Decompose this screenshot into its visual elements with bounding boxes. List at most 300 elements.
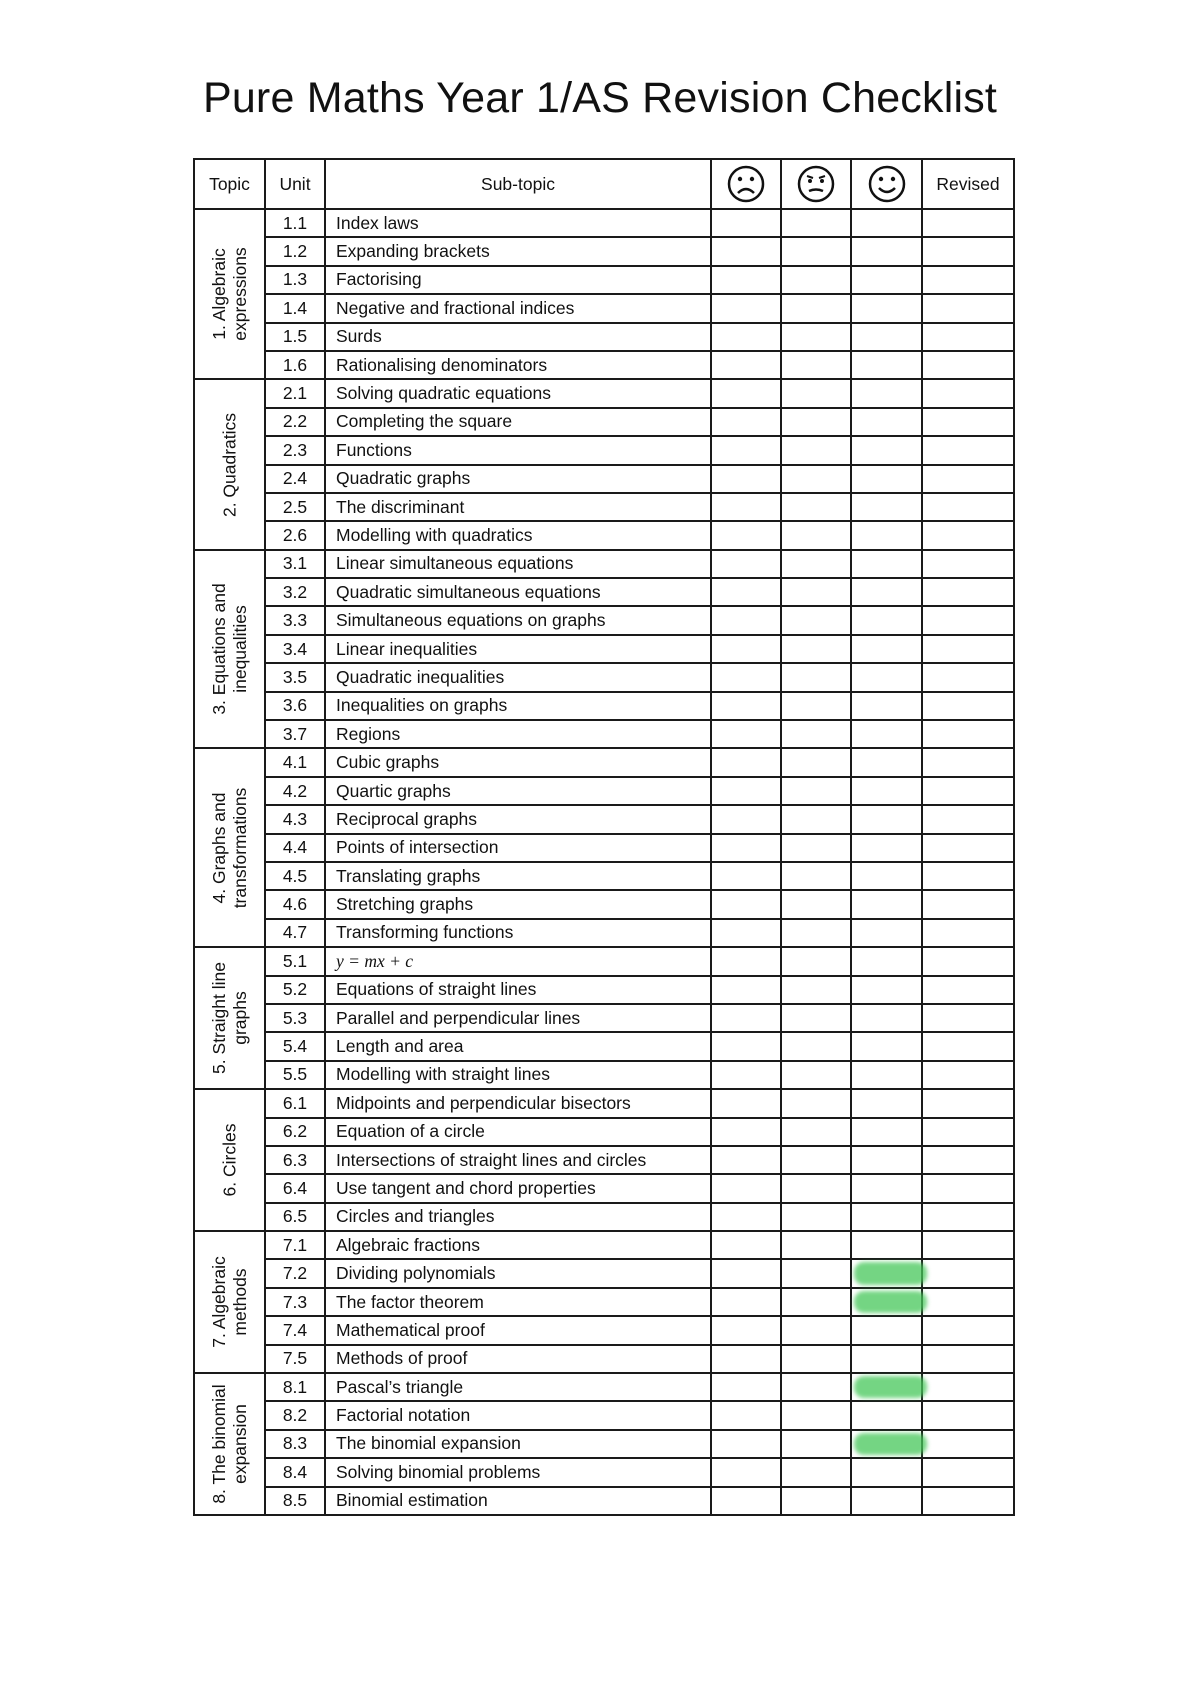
happy-checkbox-cell[interactable] xyxy=(851,1231,922,1259)
revised-checkbox-cell[interactable] xyxy=(922,919,1014,947)
happy-checkbox-cell[interactable] xyxy=(851,237,922,265)
subtopic-cell: Length and area xyxy=(325,1032,711,1060)
neutral-checkbox-cell[interactable] xyxy=(781,1231,851,1259)
revised-checkbox-cell[interactable] xyxy=(922,323,1014,351)
neutral-checkbox-cell[interactable] xyxy=(781,1146,851,1174)
subtopic-cell: Quadratic simultaneous equations xyxy=(325,578,711,606)
subtopic-cell: Translating graphs xyxy=(325,862,711,890)
neutral-checkbox-cell[interactable] xyxy=(781,1316,851,1344)
green-highlight-mark xyxy=(854,1376,927,1398)
sad-checkbox-cell[interactable] xyxy=(711,294,781,322)
sad-checkbox-cell[interactable] xyxy=(711,1203,781,1231)
table-row xyxy=(194,720,1014,748)
happy-checkbox-cell[interactable] xyxy=(851,1089,922,1117)
header-sad xyxy=(711,159,781,209)
topic-cell xyxy=(194,550,265,749)
sad-checkbox-cell[interactable] xyxy=(711,436,781,464)
revised-checkbox-cell[interactable] xyxy=(922,578,1014,606)
subtopic-cell: The factor theorem xyxy=(325,1288,711,1316)
table-row xyxy=(194,1288,1014,1316)
unit-cell: 7.3 xyxy=(265,1288,325,1316)
happy-checkbox-cell[interactable] xyxy=(851,209,922,237)
sad-checkbox-cell[interactable] xyxy=(711,1174,781,1202)
revised-checkbox-cell[interactable] xyxy=(922,635,1014,663)
sad-checkbox-cell[interactable] xyxy=(711,1089,781,1117)
neutral-checkbox-cell[interactable] xyxy=(781,1061,851,1089)
neutral-checkbox-cell[interactable] xyxy=(781,408,851,436)
subtopic-cell: Midpoints and perpendicular bisectors xyxy=(325,1089,711,1117)
sad-checkbox-cell[interactable] xyxy=(711,1259,781,1287)
table-row xyxy=(194,1316,1014,1344)
revised-checkbox-cell[interactable] xyxy=(922,692,1014,720)
neutral-checkbox-cell[interactable] xyxy=(781,1401,851,1429)
neutral-checkbox-cell[interactable] xyxy=(781,777,851,805)
neutral-checkbox-cell[interactable] xyxy=(781,1345,851,1373)
happy-checkbox-cell[interactable] xyxy=(851,1288,922,1316)
table-row xyxy=(194,1487,1014,1515)
happy-checkbox-cell[interactable] xyxy=(851,351,922,379)
sad-checkbox-cell[interactable] xyxy=(711,692,781,720)
table-row xyxy=(194,1430,1014,1458)
revised-checkbox-cell[interactable] xyxy=(922,748,1014,776)
unit-cell: 4.1 xyxy=(265,748,325,776)
neutral-checkbox-cell[interactable] xyxy=(781,1430,851,1458)
subtopic-cell: Methods of proof xyxy=(325,1345,711,1373)
happy-checkbox-cell[interactable] xyxy=(851,890,922,918)
neutral-checkbox-cell[interactable] xyxy=(781,692,851,720)
subtopic-cell: Functions xyxy=(325,436,711,464)
sad-checkbox-cell[interactable] xyxy=(711,777,781,805)
happy-checkbox-cell[interactable] xyxy=(851,606,922,634)
sad-checkbox-cell[interactable] xyxy=(711,1487,781,1515)
revised-checkbox-cell[interactable] xyxy=(922,465,1014,493)
unit-cell: 8.3 xyxy=(265,1430,325,1458)
happy-checkbox-cell[interactable] xyxy=(851,1345,922,1373)
revised-checkbox-cell[interactable] xyxy=(922,1061,1014,1089)
neutral-checkbox-cell[interactable] xyxy=(781,1032,851,1060)
happy-checkbox-cell[interactable] xyxy=(851,777,922,805)
revised-checkbox-cell[interactable] xyxy=(922,1345,1014,1373)
neutral-checkbox-cell[interactable] xyxy=(781,1373,851,1401)
happy-checkbox-cell[interactable] xyxy=(851,1487,922,1515)
topic-label xyxy=(219,412,240,516)
happy-checkbox-cell[interactable] xyxy=(851,493,922,521)
sad-checkbox-cell[interactable] xyxy=(711,550,781,578)
revised-checkbox-cell[interactable] xyxy=(922,1458,1014,1486)
revised-checkbox-cell[interactable] xyxy=(922,209,1014,237)
unit-cell: 7.5 xyxy=(265,1345,325,1373)
subtopic-cell: Expanding brackets xyxy=(325,237,711,265)
neutral-checkbox-cell[interactable] xyxy=(781,805,851,833)
happy-checkbox-cell[interactable] xyxy=(851,465,922,493)
sad-checkbox-cell[interactable] xyxy=(711,834,781,862)
neutral-checkbox-cell[interactable] xyxy=(781,266,851,294)
revised-checkbox-cell[interactable] xyxy=(922,834,1014,862)
table-row xyxy=(194,692,1014,720)
happy-checkbox-cell[interactable] xyxy=(851,408,922,436)
unit-cell: 8.2 xyxy=(265,1401,325,1429)
neutral-checkbox-cell[interactable] xyxy=(781,834,851,862)
table-row xyxy=(194,465,1014,493)
revised-checkbox-cell[interactable] xyxy=(922,1259,1014,1287)
happy-checkbox-cell[interactable] xyxy=(851,663,922,691)
sad-checkbox-cell[interactable] xyxy=(711,237,781,265)
unit-cell: 8.1 xyxy=(265,1373,325,1401)
revised-checkbox-cell[interactable] xyxy=(922,1118,1014,1146)
sad-checkbox-cell[interactable] xyxy=(711,862,781,890)
header-subtopic: Sub-topic xyxy=(325,159,711,209)
neutral-checkbox-cell[interactable] xyxy=(781,1118,851,1146)
topic-label-line: transformations xyxy=(229,787,250,909)
happy-checkbox-cell[interactable] xyxy=(851,976,922,1004)
happy-checkbox-cell[interactable] xyxy=(851,294,922,322)
sad-checkbox-cell[interactable] xyxy=(711,1458,781,1486)
sad-checkbox-cell[interactable] xyxy=(711,748,781,776)
sad-checkbox-cell[interactable] xyxy=(711,351,781,379)
happy-checkbox-cell[interactable] xyxy=(851,1316,922,1344)
revised-checkbox-cell[interactable] xyxy=(922,1089,1014,1117)
neutral-checkbox-cell[interactable] xyxy=(781,862,851,890)
sad-checkbox-cell[interactable] xyxy=(711,266,781,294)
subtopic-cell: Dividing polynomials xyxy=(325,1259,711,1287)
sad-checkbox-cell[interactable] xyxy=(711,1146,781,1174)
revision-checklist-table xyxy=(193,158,1015,1516)
revised-checkbox-cell[interactable] xyxy=(922,805,1014,833)
subtopic-cell: Cubic graphs xyxy=(325,748,711,776)
subtopic-cell: Quadratic graphs xyxy=(325,465,711,493)
happy-checkbox-cell[interactable] xyxy=(851,266,922,294)
unit-cell: 2.3 xyxy=(265,436,325,464)
neutral-checkbox-cell[interactable] xyxy=(781,465,851,493)
header-topic: Topic xyxy=(194,159,265,209)
revised-checkbox-cell[interactable] xyxy=(922,408,1014,436)
subtopic-cell: Algebraic fractions xyxy=(325,1231,711,1259)
sad-checkbox-cell[interactable] xyxy=(711,209,781,237)
sad-checkbox-cell[interactable] xyxy=(711,521,781,549)
sad-checkbox-cell[interactable] xyxy=(711,465,781,493)
subtopic-cell: Stretching graphs xyxy=(325,890,711,918)
neutral-checkbox-cell[interactable] xyxy=(781,521,851,549)
subtopic-cell: Solving binomial problems xyxy=(325,1458,711,1486)
unit-cell: 5.1 xyxy=(265,947,325,975)
neutral-checkbox-cell[interactable] xyxy=(781,351,851,379)
table-row xyxy=(194,1089,1014,1117)
neutral-checkbox-cell[interactable] xyxy=(781,919,851,947)
subtopic-cell: Modelling with straight lines xyxy=(325,1061,711,1089)
subtopic-cell: Quadratic inequalities xyxy=(325,663,711,691)
unit-cell: 3.1 xyxy=(265,550,325,578)
subtopic-cell: Completing the square xyxy=(325,408,711,436)
happy-checkbox-cell[interactable] xyxy=(851,862,922,890)
happy-checkbox-cell[interactable] xyxy=(851,1458,922,1486)
unit-cell: 5.2 xyxy=(265,976,325,1004)
sad-checkbox-cell[interactable] xyxy=(711,890,781,918)
happy-checkbox-cell[interactable] xyxy=(851,947,922,975)
revised-checkbox-cell[interactable] xyxy=(922,777,1014,805)
unit-cell: 1.1 xyxy=(265,209,325,237)
table-row xyxy=(194,919,1014,947)
table-row xyxy=(194,635,1014,663)
topic-label-line: expressions xyxy=(229,247,250,341)
neutral-checkbox-cell[interactable] xyxy=(781,1089,851,1117)
revised-checkbox-cell[interactable] xyxy=(922,1174,1014,1202)
table-row xyxy=(194,237,1014,265)
sad-checkbox-cell[interactable] xyxy=(711,635,781,663)
happy-checkbox-cell[interactable] xyxy=(851,1032,922,1060)
unit-cell: 6.1 xyxy=(265,1089,325,1117)
subtopic-cell: Index laws xyxy=(325,209,711,237)
unit-cell: 5.4 xyxy=(265,1032,325,1060)
revised-checkbox-cell[interactable] xyxy=(922,351,1014,379)
neutral-checkbox-cell[interactable] xyxy=(781,436,851,464)
sad-checkbox-cell[interactable] xyxy=(711,720,781,748)
revised-checkbox-cell[interactable] xyxy=(922,1288,1014,1316)
revised-checkbox-cell[interactable] xyxy=(922,1032,1014,1060)
sad-checkbox-cell[interactable] xyxy=(711,379,781,407)
unit-cell: 6.3 xyxy=(265,1146,325,1174)
subtopic-cell: Linear inequalities xyxy=(325,635,711,663)
happy-checkbox-cell[interactable] xyxy=(851,1203,922,1231)
subtopic-cell: Simultaneous equations on graphs xyxy=(325,606,711,634)
happy-checkbox-cell[interactable] xyxy=(851,748,922,776)
unit-cell: 1.3 xyxy=(265,266,325,294)
happy-checkbox-cell[interactable] xyxy=(851,834,922,862)
sad-checkbox-cell[interactable] xyxy=(711,1231,781,1259)
topic-label-line: 4. Graphs and xyxy=(208,792,229,904)
happy-checkbox-cell[interactable] xyxy=(851,1259,922,1287)
sad-checkbox-cell[interactable] xyxy=(711,976,781,1004)
table-row xyxy=(194,351,1014,379)
neutral-checkbox-cell[interactable] xyxy=(781,748,851,776)
topic-cell xyxy=(194,748,265,947)
revised-checkbox-cell[interactable] xyxy=(922,1316,1014,1344)
revised-checkbox-cell[interactable] xyxy=(922,947,1014,975)
revised-checkbox-cell[interactable] xyxy=(922,1004,1014,1032)
neutral-checkbox-cell[interactable] xyxy=(781,1458,851,1486)
revised-checkbox-cell[interactable] xyxy=(922,1203,1014,1231)
sad-checkbox-cell[interactable] xyxy=(711,606,781,634)
neutral-checkbox-cell[interactable] xyxy=(781,550,851,578)
subtopic-cell: Parallel and perpendicular lines xyxy=(325,1004,711,1032)
neutral-checkbox-cell[interactable] xyxy=(781,1004,851,1032)
neutral-checkbox-cell[interactable] xyxy=(781,493,851,521)
page-title: Pure Maths Year 1/AS Revision Checklist xyxy=(202,74,998,122)
happy-checkbox-cell[interactable] xyxy=(851,436,922,464)
sad-checkbox-cell[interactable] xyxy=(711,1288,781,1316)
happy-checkbox-cell[interactable] xyxy=(851,720,922,748)
neutral-checkbox-cell[interactable] xyxy=(781,663,851,691)
neutral-checkbox-cell[interactable] xyxy=(781,294,851,322)
subtopic-cell: Factorial notation xyxy=(325,1401,711,1429)
revised-checkbox-cell[interactable] xyxy=(922,294,1014,322)
unit-cell: 4.5 xyxy=(265,862,325,890)
table-row xyxy=(194,578,1014,606)
happy-checkbox-cell[interactable] xyxy=(851,379,922,407)
sad-checkbox-cell[interactable] xyxy=(711,919,781,947)
unit-cell: 7.2 xyxy=(265,1259,325,1287)
unit-cell: 5.5 xyxy=(265,1061,325,1089)
revised-checkbox-cell[interactable] xyxy=(922,720,1014,748)
table-row xyxy=(194,1373,1014,1401)
neutral-checkbox-cell[interactable] xyxy=(781,379,851,407)
header-revised: Revised xyxy=(922,159,1014,209)
neutral-checkbox-cell[interactable] xyxy=(781,323,851,351)
unit-cell: 6.4 xyxy=(265,1174,325,1202)
neutral-checkbox-cell[interactable] xyxy=(781,976,851,1004)
table-row xyxy=(194,1118,1014,1146)
neutral-checkbox-cell[interactable] xyxy=(781,578,851,606)
sad-checkbox-cell[interactable] xyxy=(711,1430,781,1458)
unit-cell: 4.2 xyxy=(265,777,325,805)
neutral-checkbox-cell[interactable] xyxy=(781,1259,851,1287)
sad-checkbox-cell[interactable] xyxy=(711,493,781,521)
sad-checkbox-cell[interactable] xyxy=(711,1373,781,1401)
happy-checkbox-cell[interactable] xyxy=(851,1004,922,1032)
revised-checkbox-cell[interactable] xyxy=(922,976,1014,1004)
happy-checkbox-cell[interactable] xyxy=(851,1373,922,1401)
neutral-checkbox-cell[interactable] xyxy=(781,1487,851,1515)
table-row xyxy=(194,834,1014,862)
unit-cell: 4.4 xyxy=(265,834,325,862)
happy-checkbox-cell[interactable] xyxy=(851,1430,922,1458)
revised-checkbox-cell[interactable] xyxy=(922,266,1014,294)
sad-checkbox-cell[interactable] xyxy=(711,578,781,606)
revised-checkbox-cell[interactable] xyxy=(922,1487,1014,1515)
sad-checkbox-cell[interactable] xyxy=(711,805,781,833)
neutral-checkbox-cell[interactable] xyxy=(781,947,851,975)
sad-checkbox-cell[interactable] xyxy=(711,947,781,975)
revised-checkbox-cell[interactable] xyxy=(922,493,1014,521)
unit-cell: 2.4 xyxy=(265,465,325,493)
table-row xyxy=(194,862,1014,890)
sad-checkbox-cell[interactable] xyxy=(711,1316,781,1344)
sad-checkbox-cell[interactable] xyxy=(711,663,781,691)
subtopic-cell: Points of intersection xyxy=(325,834,711,862)
table-row xyxy=(194,1146,1014,1174)
happy-checkbox-cell[interactable] xyxy=(851,635,922,663)
happy-checkbox-cell[interactable] xyxy=(851,578,922,606)
happy-checkbox-cell[interactable] xyxy=(851,805,922,833)
neutral-checkbox-cell[interactable] xyxy=(781,890,851,918)
subtopic-cell: Linear simultaneous equations xyxy=(325,550,711,578)
subtopic-cell: Solving quadratic equations xyxy=(325,379,711,407)
sad-checkbox-cell[interactable] xyxy=(711,1032,781,1060)
header-happy xyxy=(851,159,922,209)
revised-checkbox-cell[interactable] xyxy=(922,1231,1014,1259)
unit-cell: 3.5 xyxy=(265,663,325,691)
table-row xyxy=(194,663,1014,691)
sad-checkbox-cell[interactable] xyxy=(711,408,781,436)
revised-checkbox-cell[interactable] xyxy=(922,1146,1014,1174)
happy-checkbox-cell[interactable] xyxy=(851,521,922,549)
table-row xyxy=(194,777,1014,805)
unit-cell: 8.5 xyxy=(265,1487,325,1515)
revised-checkbox-cell[interactable] xyxy=(922,436,1014,464)
unit-cell: 1.5 xyxy=(265,323,325,351)
sad-checkbox-cell[interactable] xyxy=(711,1401,781,1429)
sad-checkbox-cell[interactable] xyxy=(711,1061,781,1089)
topic-cell xyxy=(194,1231,265,1373)
table-row xyxy=(194,1259,1014,1287)
unit-cell: 4.3 xyxy=(265,805,325,833)
green-highlight-mark xyxy=(854,1291,927,1313)
unit-cell: 2.6 xyxy=(265,521,325,549)
table-row xyxy=(194,493,1014,521)
neutral-checkbox-cell[interactable] xyxy=(781,209,851,237)
unit-cell: 3.6 xyxy=(265,692,325,720)
neutral-checkbox-cell[interactable] xyxy=(781,1174,851,1202)
topic-label-line: 8. The binomial xyxy=(208,1384,229,1504)
topic-label xyxy=(219,1124,240,1197)
happy-checkbox-cell[interactable] xyxy=(851,1174,922,1202)
table-row xyxy=(194,947,1014,975)
revised-checkbox-cell[interactable] xyxy=(922,862,1014,890)
revised-checkbox-cell[interactable] xyxy=(922,1373,1014,1401)
sad-checkbox-cell[interactable] xyxy=(711,323,781,351)
revised-checkbox-cell[interactable] xyxy=(922,890,1014,918)
subtopic-cell: Reciprocal graphs xyxy=(325,805,711,833)
happy-checkbox-cell[interactable] xyxy=(851,323,922,351)
neutral-checkbox-cell[interactable] xyxy=(781,237,851,265)
revised-checkbox-cell[interactable] xyxy=(922,521,1014,549)
green-highlight-mark xyxy=(854,1262,927,1284)
table-row xyxy=(194,323,1014,351)
happy-checkbox-cell[interactable] xyxy=(851,550,922,578)
sad-checkbox-cell[interactable] xyxy=(711,1118,781,1146)
revised-checkbox-cell[interactable] xyxy=(922,379,1014,407)
revised-checkbox-cell[interactable] xyxy=(922,1401,1014,1429)
revised-checkbox-cell[interactable] xyxy=(922,550,1014,578)
neutral-checkbox-cell[interactable] xyxy=(781,1203,851,1231)
sad-face-icon xyxy=(726,164,766,204)
sad-checkbox-cell[interactable] xyxy=(711,1345,781,1373)
neutral-checkbox-cell[interactable] xyxy=(781,606,851,634)
neutral-checkbox-cell[interactable] xyxy=(781,1288,851,1316)
unit-cell: 2.2 xyxy=(265,408,325,436)
happy-face-icon xyxy=(867,164,907,204)
topic-label-line: 7. Algebraic xyxy=(208,1256,229,1348)
neutral-checkbox-cell[interactable] xyxy=(781,635,851,663)
happy-checkbox-cell[interactable] xyxy=(851,1118,922,1146)
subtopic-cell: Rationalising denominators xyxy=(325,351,711,379)
topic-label-line: 2. Quadratics xyxy=(219,412,239,517)
table-row xyxy=(194,550,1014,578)
unit-cell: 3.2 xyxy=(265,578,325,606)
happy-checkbox-cell[interactable] xyxy=(851,692,922,720)
subtopic-cell: Equations of straight lines xyxy=(325,976,711,1004)
subtopic-cell: Transforming functions xyxy=(325,919,711,947)
happy-checkbox-cell[interactable] xyxy=(851,1061,922,1089)
revised-checkbox-cell[interactable] xyxy=(922,237,1014,265)
subtopic-cell: Modelling with quadratics xyxy=(325,521,711,549)
sad-checkbox-cell[interactable] xyxy=(711,1004,781,1032)
subtopic-cell: The binomial expansion xyxy=(325,1430,711,1458)
table-row xyxy=(194,1401,1014,1429)
revised-checkbox-cell[interactable] xyxy=(922,606,1014,634)
topic-label-line: 6. Circles xyxy=(219,1123,239,1197)
topic-label-line: 5. Straight line xyxy=(208,962,229,1075)
table-row xyxy=(194,1203,1014,1231)
happy-checkbox-cell[interactable] xyxy=(851,1401,922,1429)
topic-cell xyxy=(194,209,265,379)
happy-checkbox-cell[interactable] xyxy=(851,1146,922,1174)
topic-label xyxy=(209,962,251,1074)
table-row xyxy=(194,294,1014,322)
revised-checkbox-cell[interactable] xyxy=(922,663,1014,691)
happy-checkbox-cell[interactable] xyxy=(851,919,922,947)
revised-checkbox-cell[interactable] xyxy=(922,1430,1014,1458)
neutral-checkbox-cell[interactable] xyxy=(781,720,851,748)
